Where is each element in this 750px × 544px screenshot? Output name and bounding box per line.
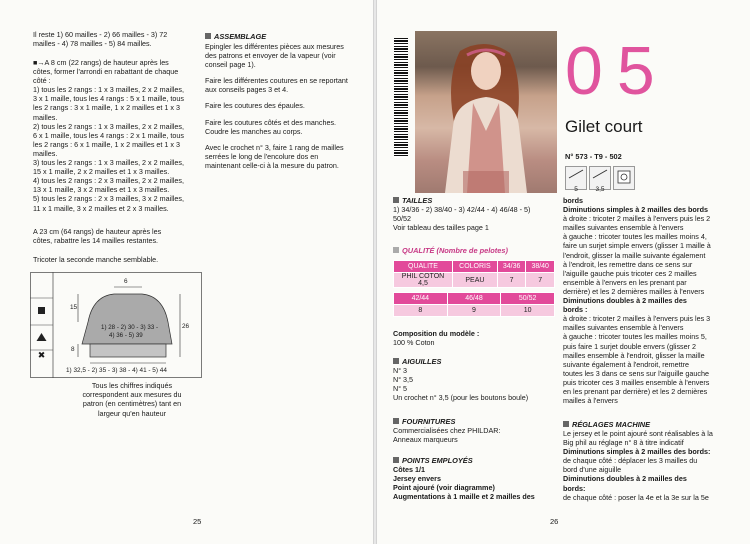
text-line: toutes les 3 dans ce sens sur l'aiguille gauche	[563, 368, 710, 378]
text-line: Diminutions doubles à 2 mailles des	[563, 296, 687, 306]
square-bullet-icon	[563, 421, 569, 427]
para-line: maintenant celle-ci à la mesure du patron.	[205, 160, 339, 170]
needle-size-35-icon	[589, 166, 611, 193]
quality-table-1	[393, 260, 555, 288]
text-line: l'endroit, glisser la maille suivante également	[563, 250, 706, 260]
instruction-line: 4) tous les 2 rangs : 2 x 3 mailles, 2 x 2 mailles,	[33, 176, 185, 186]
composition-section	[393, 329, 553, 347]
pattern-title: Gilet court	[565, 117, 643, 136]
needle-icon	[590, 168, 610, 180]
text-line: puis tricoter ces 3 mailles ensemble à l'envers	[563, 377, 710, 387]
instruction-line: 15 x 1 maille, 2 x 2 mailles et 1 x 3 mailles.	[33, 167, 170, 177]
tailles-title: TAILLES	[402, 196, 433, 205]
square-bullet-icon	[393, 247, 399, 253]
points-line: Jersey envers	[393, 474, 441, 484]
text-line: mailles suivantes ensemble à l'envers	[563, 323, 684, 333]
end-block	[33, 227, 198, 245]
para-line: serrées le long de l'encolure dos en	[205, 151, 319, 161]
page-number-left: 25	[193, 517, 202, 526]
table-cell: 34/36	[497, 261, 526, 273]
instruction-line: 1) tous les 2 rangs : 1 x 3 mailles, 2 x 2 mailles,	[33, 85, 185, 95]
text-line: mailles à l'envers	[563, 396, 618, 406]
table-cell: 10	[501, 305, 555, 317]
table-cell: 7	[526, 273, 555, 288]
table-cell: PEAU	[453, 273, 498, 288]
table-cell: 46/48	[447, 293, 501, 305]
top-measure: 6	[124, 278, 128, 285]
composition-value: 100 % Coton	[393, 338, 435, 348]
assemblage-para	[205, 76, 365, 94]
diagram-caption	[62, 381, 202, 418]
text-line: bord d'une aiguille	[563, 465, 622, 475]
intro-block	[33, 30, 198, 48]
qualite-section	[393, 246, 555, 317]
para-line: Epingler les différentes pièces aux mesures	[205, 42, 344, 51]
instruction-line: 2) tous les 2 rangs : 1 x 3 mailles, 2 x 2 mailles,	[33, 121, 185, 131]
text-line: Diminutions simples à 2 mailles des bords:	[563, 447, 711, 457]
table-cell: 50/52	[501, 293, 555, 305]
text-line: Big phil au réglage n° 8 à titre indicatif	[563, 438, 684, 448]
aiguilles-line: N° 5	[393, 384, 408, 394]
aiguilles-heading	[393, 357, 558, 366]
table-cell: COLORIS	[453, 261, 498, 273]
instruction-line: ■→A 8 cm (22 rangs) de hauteur après les	[33, 58, 169, 67]
square-bullet-icon	[393, 358, 399, 364]
instruction-line: côté :	[33, 76, 51, 86]
caption-line: correspondent aux mesures du	[82, 390, 182, 400]
bottom-width: 1) 32,5 - 2) 35 - 3) 38 - 4) 41 - 5) 44	[66, 367, 167, 374]
table-cell: 9	[447, 305, 501, 317]
needle-size-label: 5	[574, 186, 578, 193]
instruction-line: 5) tous les 2 rangs : 2 x 3 mailles, 3 x 2 mailles,	[33, 194, 185, 204]
reglages-heading	[563, 420, 731, 429]
intro-line: Il reste 1) 60 mailles - 2) 66 mailles - 3) 72	[33, 30, 168, 39]
points-line: Point ajouré (voir diagramme)	[393, 483, 495, 493]
instruction-line: mailles.	[33, 112, 58, 122]
text-line: en les prenant par derrière) et les 2 dernières	[563, 386, 708, 396]
caption-line: largeur qu'en hauteur	[97, 408, 167, 418]
pattern-number: 05	[565, 33, 669, 109]
yarn-ball-icon	[614, 167, 634, 189]
needle-icon	[566, 168, 586, 180]
points-section	[393, 456, 565, 501]
table-cell: 38/40	[526, 261, 555, 273]
text-line: bords :	[563, 305, 588, 315]
table-row	[394, 273, 555, 288]
text-line: ensemble à l'envers en les prenant par	[563, 277, 687, 287]
composition-title: Composition du modèle :	[393, 329, 480, 338]
second-sleeve-note: Tricoter la seconde manche semblable.	[33, 255, 159, 264]
assemblage-heading	[205, 32, 365, 41]
text-line: de chaque côté : poser la 4e et la 3e sur la 5e	[563, 492, 709, 502]
fournitures-line: Commercialisées chez PHILDAR:	[393, 426, 501, 435]
instruction-line: 13 x 1 maille, 3 x 2 mailles et 1 x 3 mailles.	[33, 185, 170, 195]
table-header-row	[394, 293, 555, 305]
qualite-title: QUALITÉ (Nombre de pelotes)	[402, 246, 508, 255]
caption-line: Tous les chiffres indiqués	[91, 381, 173, 390]
assemblage-para	[205, 118, 365, 136]
points-line: Côtes 1/1	[393, 465, 425, 474]
table-row	[394, 305, 555, 317]
text-line: à gauche : tricoter toutes les mailles moins 5,	[563, 332, 707, 342]
aiguilles-title: AIGUILLES	[402, 357, 442, 366]
text-line: mailles ensemble à l'endroit, glisser la maille	[563, 350, 705, 360]
fournitures-heading	[393, 417, 553, 426]
left-height-measure: 15	[70, 304, 78, 311]
table-cell: 8	[394, 305, 448, 317]
assemblage-title: ASSEMBLAGE	[214, 32, 267, 41]
barcode-strip	[394, 38, 408, 158]
end-line: côtes, rabattre les 14 mailles restantes.	[33, 236, 159, 246]
quality-table-2	[393, 292, 555, 317]
right-height-measure: 26	[182, 323, 190, 330]
tailles-line: Voir tableau des tailles page 1	[393, 223, 489, 233]
fournitures-line: Anneaux marqueurs	[393, 435, 458, 445]
tailles-line: 50/52	[393, 214, 411, 224]
square-bullet-icon	[393, 418, 399, 424]
para-line: des patrons et envoyer de la vapeur (voir	[205, 51, 336, 61]
instruction-line: les 2 rangs : 6 x 1 maille, 1 x 2 mailles et 1 x 3	[33, 139, 181, 149]
intro-line: mailles - 4) 78 mailles - 5) 84 mailles.	[33, 39, 152, 49]
aiguilles-line: N° 3,5	[393, 375, 414, 385]
para-line: Faire les coutures côtés et des manches.	[205, 117, 337, 127]
instruction-line: mailles.	[33, 148, 58, 158]
para-line: Faire les différentes coutures en se reportant	[205, 76, 348, 86]
armhole-instructions	[33, 58, 201, 213]
text-line: Le jersey et le point ajouré sont réalisables à la	[563, 429, 713, 438]
para-line: Coudre les manches au corps.	[205, 126, 303, 136]
text-line: à l'endroit, les remettre dans ce sens sur	[563, 259, 693, 269]
para-line: Avec le crochet n° 3, faire 1 rang de mailles	[205, 142, 344, 152]
table-cell: PHIL COTON 4,5	[394, 273, 453, 288]
points-line: Augmentations à 1 maille et 2 mailles des	[393, 492, 535, 502]
fournitures-title: FOURNITURES	[402, 417, 456, 426]
para-line: aux conseils pages 3 et 4.	[205, 85, 289, 95]
text-line: faire un surjet simple envers (glisser 1 maille à	[563, 241, 711, 251]
text-line: bords:	[563, 483, 586, 493]
pattern-reference: N° 573 - T9 - 502	[565, 152, 622, 161]
text-line: à gauche : tricoter toutes les mailles moins 4,	[563, 232, 707, 242]
text-line: bords	[563, 196, 583, 205]
needle-size-5-icon	[565, 166, 587, 193]
sleeve-diagram	[30, 272, 202, 378]
photo-illustration	[415, 31, 557, 193]
instruction-line: 6 x 1 maille, tous les 4 rangs : 2 x 1 maille, tous	[33, 130, 185, 140]
caption-line: patron (en centimètres) tant en	[82, 399, 182, 409]
tailles-heading	[393, 196, 553, 205]
end-line: A 23 cm (64 rangs) de hauteur après les	[33, 227, 162, 236]
points-title: POINTS EMPLOYÉS	[402, 456, 473, 465]
assemblage-section	[205, 32, 365, 170]
reglages-section	[563, 420, 731, 502]
square-bullet-icon	[205, 33, 211, 39]
tailles-line: 1) 34/36 - 2) 38/40 - 3) 42/44 - 4) 46/48 - 5)	[393, 205, 531, 214]
reglages-title: RÉGLAGES MACHINE	[572, 420, 651, 429]
text-line: puis faire 1 surjet double envers (glisser 2	[563, 341, 697, 351]
text-line: derrière) et les 2 dernières mailles à l'envers	[563, 286, 705, 296]
difficulty-icon	[613, 166, 635, 190]
para-line: conseil page 1).	[205, 60, 256, 70]
text-line: de chaque côté : déplacer les 3 mailles du	[563, 456, 698, 466]
table-cell: 7	[497, 273, 526, 288]
text-line: l'aiguille gauche puis tricoter ces 2 mailles	[563, 268, 697, 278]
text-line: Diminutions simples à 2 mailles des bords	[563, 205, 708, 215]
page-25	[0, 0, 373, 544]
text-line: mailles suivantes ensemble à l'envers	[563, 223, 684, 233]
assemblage-para	[205, 101, 365, 110]
table-header-row	[394, 261, 555, 273]
page-number-right: 26	[550, 517, 559, 526]
aiguilles-line: Un crochet n° 3,5 (pour les boutons boule)	[393, 393, 529, 403]
points-heading	[393, 456, 565, 465]
inner-width-1: 1) 28 - 2) 30 - 3) 33 -	[101, 324, 159, 331]
inner-width-2: 4) 36 - 5) 39	[109, 332, 143, 339]
instruction-line: 3 x 1 maille, tous les 4 rangs : 5 x 1 maille, tous	[33, 94, 185, 104]
text-line: à droite : tricoter 2 mailles à l'envers puis les 2	[563, 214, 711, 224]
tailles-section	[393, 196, 553, 232]
para-line: Faire les coutures des épaules.	[205, 101, 305, 111]
text-line: Diminutions doubles à 2 mailles des	[563, 474, 687, 484]
fournitures-section	[393, 417, 553, 444]
page-26	[377, 0, 750, 544]
model-photo	[415, 31, 557, 193]
needle-size-label: 3,5	[595, 186, 605, 193]
instruction-line: côtes, former l'arrondi en rabattant de chaque	[33, 67, 179, 77]
table-cell: QUALITE	[394, 261, 453, 273]
instruction-line: 3) tous les 2 rangs : 1 x 3 mailles, 2 x 2 mailles,	[33, 158, 185, 168]
instruction-line: 11 x 1 maille, 3 x 2 mailles et 2 x 3 mailles.	[33, 203, 169, 213]
qualite-heading	[393, 246, 555, 255]
text-line: à droite : tricoter 2 mailles à l'envers puis les 3	[563, 314, 711, 324]
instruction-line: les 2 rangs : 3 x 1 maille, 1 x 2 mailles et 1 x 3	[33, 103, 181, 113]
diminutions-section	[563, 196, 731, 405]
text-line: suivante également à l'endroit, remettre	[563, 359, 690, 369]
table-cell: 42/44	[394, 293, 448, 305]
aiguilles-line: N° 3	[393, 366, 408, 375]
aiguilles-section	[393, 357, 558, 402]
rib-measure: 8	[71, 346, 75, 353]
cross-legend-icon: ✖	[37, 350, 46, 360]
square-bullet-icon	[393, 197, 399, 203]
assemblage-para	[205, 143, 365, 170]
assemblage-para	[205, 42, 365, 69]
square-bullet-icon	[393, 457, 399, 463]
